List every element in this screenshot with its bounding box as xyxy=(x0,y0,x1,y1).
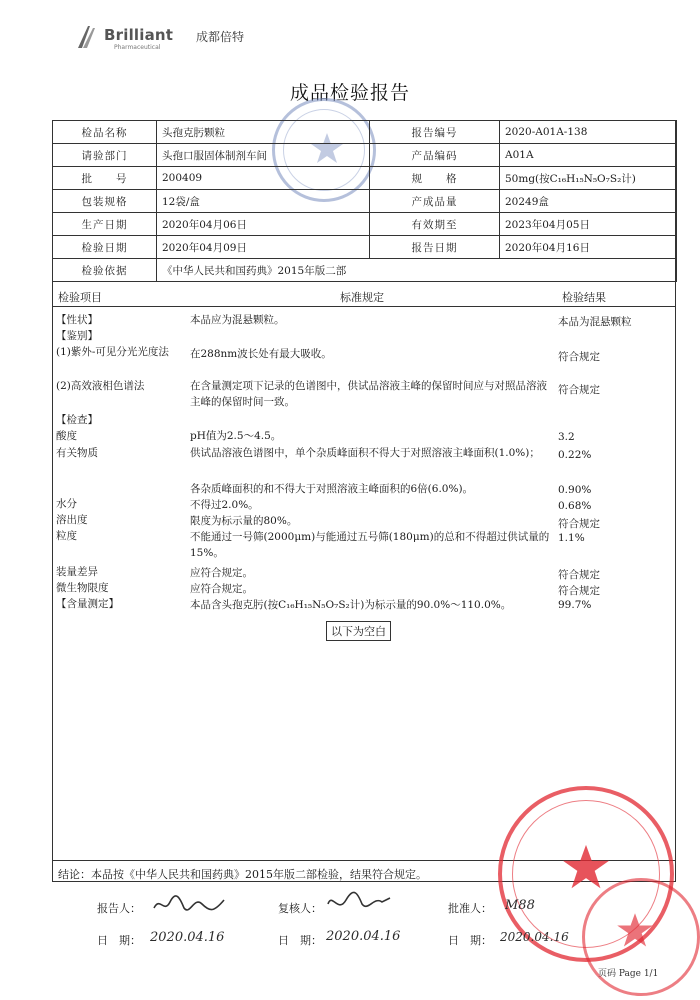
test-standard: pH值为2.5～4.5。 xyxy=(190,430,282,442)
test-standard: 在288nm波长处有最大吸收。 xyxy=(190,348,332,360)
test-standard: 本品含头孢克肟(按C₁₆H₁₅N₅O₇S₂计)为标示量的90.0%～110.0%。 xyxy=(190,599,512,611)
approver-signature: M88 xyxy=(505,898,535,913)
test-standard: 限度为标示量的80%。 xyxy=(190,515,298,527)
info-label: 检品名称 xyxy=(53,121,157,144)
info-table xyxy=(52,120,677,282)
brand-name: Brilliant xyxy=(104,26,174,44)
info-label: 生产日期 xyxy=(53,213,157,236)
test-item: 粒度 xyxy=(56,530,77,542)
test-standard: 应符合规定。 xyxy=(190,567,253,579)
test-standard: 在含量测定项下记录的色谱图中，供试品溶液主峰的保留时间应与对照品溶液主峰的保留时间一致。 xyxy=(190,380,547,408)
info-row xyxy=(53,213,677,236)
test-standard: 应符合规定。 xyxy=(190,583,253,595)
info-label: 报告编号 xyxy=(370,121,500,144)
test-result: 0.22% xyxy=(558,449,592,461)
basis-value: 《中华人民共和国药典》2015年版二部 xyxy=(157,259,677,282)
test-result: 3.2 xyxy=(558,431,575,443)
info-value: 50mg(按C₁₆H₁₅N₅O₇S₂计) xyxy=(500,167,677,190)
column-header-item: 检验项目 xyxy=(58,291,102,304)
reporter-date: 2020.04.16 xyxy=(150,930,225,945)
test-item: 【性状】 xyxy=(56,314,98,326)
test-standard: 各杂质峰面积的和不得大于对照溶液主峰面积的6倍(6.0%)。 xyxy=(190,483,474,495)
reporter-signature xyxy=(150,890,230,918)
info-label: 包装规格 xyxy=(53,190,157,213)
basis-label: 检验依据 xyxy=(53,259,157,282)
reporter-label: 报告人： xyxy=(97,902,141,915)
info-row-basis xyxy=(53,259,677,282)
info-value: A01A xyxy=(500,144,677,167)
info-row xyxy=(53,190,677,213)
info-label: 规 格 xyxy=(370,167,500,190)
test-result: 符合规定 xyxy=(558,569,600,581)
test-result: 0.90% xyxy=(558,484,592,496)
info-label: 产品编码 xyxy=(370,144,500,167)
reporter-date-label: 日 期： xyxy=(97,934,141,947)
test-item: 微生物限度 xyxy=(56,582,109,594)
info-label: 有效期至 xyxy=(370,213,500,236)
info-value: 2020年04月09日 xyxy=(157,236,370,259)
reviewer-date: 2020.04.16 xyxy=(326,929,401,944)
test-result: 符合规定 xyxy=(558,384,600,396)
red-star-icon xyxy=(560,842,612,894)
test-standard: 供试品溶液色谱图中，单个杂质峰面积不得大于对照溶液主峰面积(1.0%)； xyxy=(190,447,540,459)
reviewer-label: 复核人： xyxy=(278,902,322,915)
report-title: 成品检验报告 xyxy=(289,82,410,104)
info-row xyxy=(53,167,677,190)
divider xyxy=(52,306,676,307)
test-item: (1)紫外-可见分光光度法 xyxy=(56,346,169,358)
test-standard: 不得过2.0%。 xyxy=(190,499,259,511)
info-row xyxy=(53,144,677,167)
info-label: 产成品量 xyxy=(370,190,500,213)
info-value: 200409 xyxy=(157,167,370,190)
column-header-standard: 标准规定 xyxy=(340,291,384,304)
test-result: 符合规定 xyxy=(558,585,600,597)
test-result: 符合规定 xyxy=(558,518,600,530)
reviewer-signature xyxy=(324,888,394,916)
test-item: 【鉴别】 xyxy=(56,330,98,342)
reviewer-date-label: 日 期： xyxy=(278,934,322,947)
test-item: 有关物质 xyxy=(56,447,98,459)
brand-name-cn: 成都倍特 xyxy=(196,30,245,44)
info-value: 2020-A01A-138 xyxy=(500,121,677,144)
test-result: 0.68% xyxy=(558,500,592,512)
column-header-result: 检验结果 xyxy=(562,291,606,304)
test-result: 符合规定 xyxy=(558,351,600,363)
info-label: 请验部门 xyxy=(53,144,157,167)
test-item: 酸度 xyxy=(56,430,77,442)
test-result: 1.1% xyxy=(558,532,585,544)
conclusion: 结论：本品按《中华人民共和国药典》2015年版二部检验，结果符合规定。 xyxy=(58,868,427,881)
approver-date: 2020.04.16 xyxy=(500,930,569,944)
test-item: 水分 xyxy=(56,498,77,510)
info-label: 检验日期 xyxy=(53,236,157,259)
info-value: 12袋/盒 xyxy=(157,190,370,213)
test-item: (2)高效液相色谱法 xyxy=(56,380,145,392)
blank-note: 以下为空白 xyxy=(326,621,391,641)
info-value: 头孢口服固体制剂车间 xyxy=(157,144,370,167)
info-label: 报告日期 xyxy=(370,236,500,259)
test-item: 【检查】 xyxy=(56,414,98,426)
info-value: 20249盒 xyxy=(500,190,677,213)
test-standard: 本品应为混悬颗粒。 xyxy=(190,314,285,326)
info-value: 2023年04月05日 xyxy=(500,213,677,236)
test-item: 溶出度 xyxy=(56,514,88,526)
test-item: 装量差异 xyxy=(56,566,98,578)
page-number: 页码 Page 1/1 xyxy=(598,969,659,979)
info-row xyxy=(53,236,677,259)
test-item: 【含量测定】 xyxy=(56,598,119,610)
info-value: 2020年04月06日 xyxy=(157,213,370,236)
red-star-icon xyxy=(615,911,655,951)
approver-date-label: 日 期： xyxy=(448,934,492,947)
approver-label: 批准人： xyxy=(448,902,492,915)
test-result: 本品为混悬颗粒 xyxy=(558,316,632,328)
info-value: 头孢克肟颗粒 xyxy=(157,121,370,144)
test-standard: 不能通过一号筛(2000μm)与能通过五号筛(180μm)的总和不得超过供试量的15%。 xyxy=(190,531,550,559)
brand-subtitle: Pharmaceutical xyxy=(114,44,161,51)
info-row xyxy=(53,121,677,144)
test-result: 99.7% xyxy=(558,599,592,611)
info-label: 批 号 xyxy=(53,167,157,190)
brilliant-logo-icon xyxy=(74,24,102,52)
info-value: 2020年04月16日 xyxy=(500,236,677,259)
